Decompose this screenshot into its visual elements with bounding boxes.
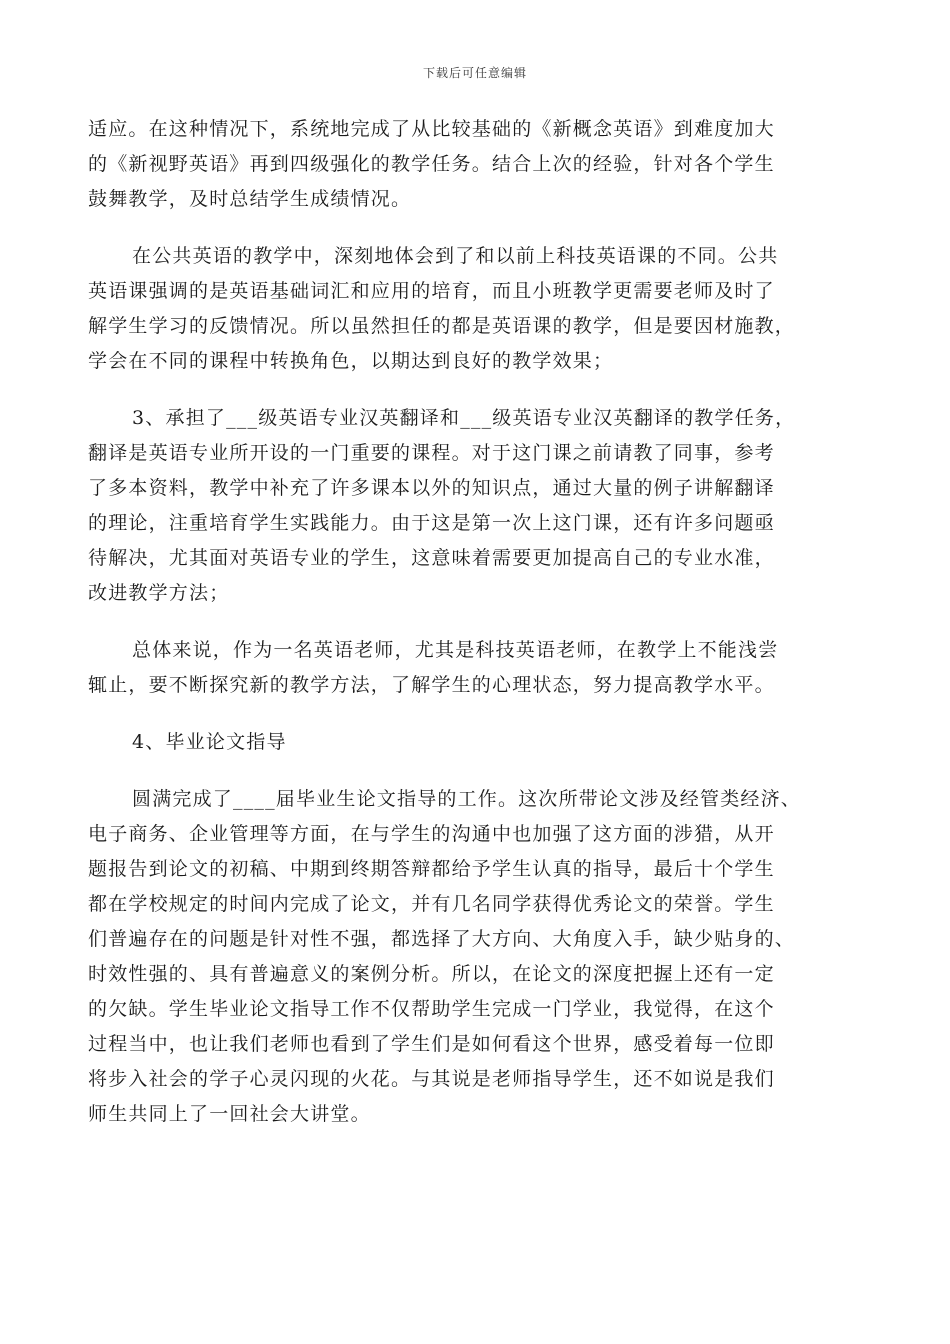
page-header: 下载后可任意编辑	[422, 66, 527, 80]
text-line: 将步入社会的学子心灵闪现的火花。与其说是老师指导学生，还不如说是我们	[88, 1068, 775, 1090]
text-line: 师生共同上了一回社会大讲堂。	[88, 1103, 371, 1125]
paragraph	[88, 782, 862, 1132]
section-heading	[88, 725, 862, 760]
text-line: 鼓舞教学，及时总结学生成绩情况。	[88, 188, 412, 210]
text-line: 电子商务、企业管理等方面，在与学生的沟通中也加强了这方面的涉猎，从开	[88, 823, 775, 845]
text-line: 们普遍存在的问题是针对性不强，都选择了大方向、大角度入手，缺少贴身的、	[88, 928, 796, 950]
text-line: 英语课强调的是英语基础词汇和应用的培育，而且小班教学更需要老师及时了	[88, 280, 775, 302]
text-line: 解学生学习的反馈情况。所以虽然担任的都是英语课的教学，但是要因材施教，	[88, 315, 796, 337]
text-line: 适应。在这种情况下，系统地完成了从比较基础的《新概念英语》到难度加大	[88, 118, 775, 140]
text-line: 待解决，尤其面对英语专业的学生，这意味着需要更加提高自己的专业水准，	[88, 547, 775, 569]
text-line: 了多本资料，教学中补充了许多课本以外的知识点，通过大量的例子讲解翻译	[88, 477, 775, 499]
paragraph	[88, 401, 862, 611]
text-line: 4、毕业论文指导	[132, 731, 287, 753]
text-line: 3、承担了___级英语专业汉英翻译和___级英语专业汉英翻译的教学任务，	[132, 407, 796, 429]
paragraph	[88, 239, 862, 379]
text-line: 的欠缺。学生毕业论文指导工作不仅帮助学生完成一门学业，我觉得，在这个	[88, 998, 775, 1020]
text-line: 总体来说，作为一名英语老师，尤其是科技英语老师，在教学上不能浅尝	[132, 639, 779, 661]
text-line: 的理论，注重培育学生实践能力。由于这是第一次上这门课，还有许多问题亟	[88, 512, 775, 534]
text-line: 圆满完成了____届毕业生论文指导的工作。这次所带论文涉及经管类经济、	[132, 788, 802, 810]
text-line: 改进教学方法；	[88, 582, 230, 604]
paragraph	[88, 112, 862, 217]
document-body	[88, 112, 862, 1132]
text-line: 学会在不同的课程中转换角色，以期达到良好的教学效果；	[88, 350, 614, 372]
text-line: 翻译是英语专业所开设的一门重要的课程。对于这门课之前请教了同事，参考	[88, 442, 775, 464]
paragraph	[88, 633, 862, 703]
text-line: 在公共英语的教学中，深刻地体会到了和以前上科技英语课的不同。公共	[132, 245, 779, 267]
text-line: 题报告到论文的初稿、中期到终期答辩都给予学生认真的指导，最后十个学生	[88, 858, 775, 880]
text-line: 的《新视野英语》再到四级强化的教学任务。结合上次的经验，针对各个学生	[88, 153, 775, 175]
text-line: 过程当中，也让我们老师也看到了学生们是如何看这个世界，感受着每一位即	[88, 1033, 775, 1055]
text-line: 时效性强的、具有普遍意义的案例分析。所以，在论文的深度把握上还有一定	[88, 963, 775, 985]
text-line: 辄止，要不断探究新的教学方法，了解学生的心理状态，努力提高教学水平。	[88, 674, 775, 696]
text-line: 都在学校规定的时间内完成了论文，并有几名同学获得优秀论文的荣誉。学生	[88, 893, 775, 915]
